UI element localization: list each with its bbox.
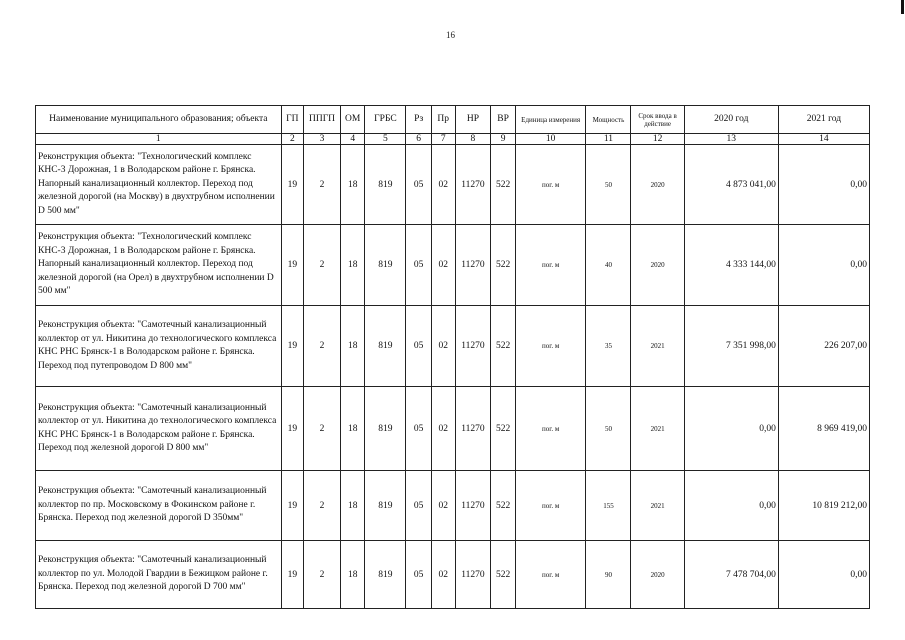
grbs-cell: 819 — [365, 145, 406, 225]
ppgp-cell: 2 — [304, 471, 341, 541]
amount-2020-cell: 7 478 704,00 — [684, 541, 778, 609]
capacity-cell: 50 — [586, 387, 631, 471]
unit-cell: пог. м — [515, 387, 586, 471]
vr-cell: 522 — [491, 145, 516, 225]
ppgp-cell: 2 — [304, 541, 341, 609]
object-name: Реконструкция объекта: "Технологический комплекс КНС-3 Дорожная, 1 в Володарском районе г. Брянска. Напорный канализационный коллектор. Переход под железной дорогой (на Орел) в двухтрубном исполнении D 500 мм" — [36, 225, 282, 306]
amount-2020-cell: 4 873 041,00 — [684, 145, 778, 225]
column-number: 3 — [304, 134, 341, 145]
scan-edge-mark — [901, 0, 904, 14]
table-row — [36, 387, 870, 471]
om-cell: 18 — [340, 145, 365, 225]
term-cell: 2020 — [631, 541, 684, 609]
header-grbs: ГРБС — [365, 106, 406, 134]
grbs-cell: 819 — [365, 225, 406, 306]
column-number: 7 — [431, 134, 455, 145]
table-row — [36, 145, 870, 225]
om-cell: 18 — [340, 541, 365, 609]
budget-table — [35, 105, 870, 609]
column-number: 10 — [515, 134, 586, 145]
object-name: Реконструкция объекта: "Самотечный канализационный коллектор по пр. Московскому в Фокинском районе г. Брянска. Переход под железной дорогой D 350мм" — [36, 471, 282, 541]
page-number: 16 — [446, 30, 455, 40]
column-number: 14 — [778, 134, 869, 145]
rz-cell: 05 — [406, 541, 432, 609]
ppgp-cell: 2 — [304, 306, 341, 387]
capacity-cell: 155 — [586, 471, 631, 541]
header-pr: Пр — [431, 106, 455, 134]
header-capacity: Мощность — [586, 106, 631, 134]
column-number: 13 — [684, 134, 778, 145]
header-nr: НР — [455, 106, 491, 134]
table-row — [36, 471, 870, 541]
table-row — [36, 541, 870, 609]
table-row — [36, 306, 870, 387]
amount-2021-cell: 8 969 419,00 — [778, 387, 869, 471]
capacity-cell: 35 — [586, 306, 631, 387]
vr-cell: 522 — [491, 225, 516, 306]
nr-cell: 11270 — [455, 145, 491, 225]
object-name: Реконструкция объекта: "Самотечный канализационный коллектор от ул. Никитина до технологического комплекса КНС РНС Брянск-1 в Володарском районе г. Брянска. Переход под путепроводом D 800 мм" — [36, 306, 282, 387]
om-cell: 18 — [340, 387, 365, 471]
vr-cell: 522 — [491, 387, 516, 471]
pr-cell: 02 — [431, 387, 455, 471]
pr-cell: 02 — [431, 541, 455, 609]
gp-cell: 19 — [281, 541, 304, 609]
term-cell: 2020 — [631, 145, 684, 225]
grbs-cell: 819 — [365, 471, 406, 541]
ppgp-cell: 2 — [304, 145, 341, 225]
pr-cell: 02 — [431, 145, 455, 225]
header-vr: ВР — [491, 106, 516, 134]
grbs-cell: 819 — [365, 387, 406, 471]
object-name: Реконструкция объекта: "Технологический комплекс КНС-3 Дорожная, 1 в Володарском районе г. Брянска. Напорный канализационный коллектор. Переход под железной дорогой (на Москву) в двухтрубном исполнении D 500 мм" — [36, 145, 282, 225]
om-cell: 18 — [340, 471, 365, 541]
header-row — [36, 106, 870, 134]
amount-2021-cell: 10 819 212,00 — [778, 471, 869, 541]
header-om: ОМ — [340, 106, 365, 134]
nr-cell: 11270 — [455, 225, 491, 306]
column-number: 12 — [631, 134, 684, 145]
header-name: Наименование муниципального образования; объекта — [36, 106, 282, 134]
header-term: Срок ввода в действие — [631, 106, 684, 134]
amount-2020-cell: 7 351 998,00 — [684, 306, 778, 387]
object-name: Реконструкция объекта: "Самотечный канализационный коллектор от ул. Никитина до технологического комплекса КНС РНС Брянск-1 в Володарском районе г. Брянска. Переход под железной дорогой D 800 мм" — [36, 387, 282, 471]
nr-cell: 11270 — [455, 541, 491, 609]
gp-cell: 19 — [281, 225, 304, 306]
ppgp-cell: 2 — [304, 225, 341, 306]
unit-cell: пог. м — [515, 145, 586, 225]
om-cell: 18 — [340, 225, 365, 306]
amount-2020-cell: 0,00 — [684, 387, 778, 471]
column-number: 4 — [340, 134, 365, 145]
column-number: 6 — [406, 134, 432, 145]
header-2020: 2020 год — [684, 106, 778, 134]
header-ppgp: ППГП — [304, 106, 341, 134]
pr-cell: 02 — [431, 471, 455, 541]
term-cell: 2020 — [631, 225, 684, 306]
gp-cell: 19 — [281, 306, 304, 387]
column-number: 8 — [455, 134, 491, 145]
column-number-row — [36, 134, 870, 145]
unit-cell: пог. м — [515, 471, 586, 541]
capacity-cell: 40 — [586, 225, 631, 306]
term-cell: 2021 — [631, 387, 684, 471]
ppgp-cell: 2 — [304, 387, 341, 471]
header-rz: Рз — [406, 106, 432, 134]
pr-cell: 02 — [431, 225, 455, 306]
rz-cell: 05 — [406, 387, 432, 471]
vr-cell: 522 — [491, 541, 516, 609]
gp-cell: 19 — [281, 471, 304, 541]
amount-2021-cell: 0,00 — [778, 225, 869, 306]
unit-cell: пог. м — [515, 541, 586, 609]
gp-cell: 19 — [281, 387, 304, 471]
nr-cell: 11270 — [455, 387, 491, 471]
pr-cell: 02 — [431, 306, 455, 387]
amount-2021-cell: 0,00 — [778, 145, 869, 225]
amount-2021-cell: 0,00 — [778, 541, 869, 609]
amount-2021-cell: 226 207,00 — [778, 306, 869, 387]
unit-cell: пог. м — [515, 225, 586, 306]
gp-cell: 19 — [281, 145, 304, 225]
rz-cell: 05 — [406, 225, 432, 306]
header-2021: 2021 год — [778, 106, 869, 134]
column-number: 5 — [365, 134, 406, 145]
amount-2020-cell: 0,00 — [684, 471, 778, 541]
nr-cell: 11270 — [455, 471, 491, 541]
rz-cell: 05 — [406, 471, 432, 541]
vr-cell: 522 — [491, 471, 516, 541]
table-row — [36, 225, 870, 306]
rz-cell: 05 — [406, 145, 432, 225]
capacity-cell: 90 — [586, 541, 631, 609]
term-cell: 2021 — [631, 306, 684, 387]
column-number: 9 — [491, 134, 516, 145]
grbs-cell: 819 — [365, 306, 406, 387]
om-cell: 18 — [340, 306, 365, 387]
grbs-cell: 819 — [365, 541, 406, 609]
nr-cell: 11270 — [455, 306, 491, 387]
amount-2020-cell: 4 333 144,00 — [684, 225, 778, 306]
column-number: 1 — [36, 134, 282, 145]
header-gp: ГП — [281, 106, 304, 134]
rz-cell: 05 — [406, 306, 432, 387]
unit-cell: пог. м — [515, 306, 586, 387]
term-cell: 2021 — [631, 471, 684, 541]
header-unit: Единица измерения — [515, 106, 586, 134]
column-number: 11 — [586, 134, 631, 145]
column-number: 2 — [281, 134, 304, 145]
vr-cell: 522 — [491, 306, 516, 387]
object-name: Реконструкция объекта: "Самотечный канализационный коллектор по ул. Молодой Гвардии в Бежицком районе г. Брянска. Переход под железной дорогой D 700 мм" — [36, 541, 282, 609]
capacity-cell: 50 — [586, 145, 631, 225]
